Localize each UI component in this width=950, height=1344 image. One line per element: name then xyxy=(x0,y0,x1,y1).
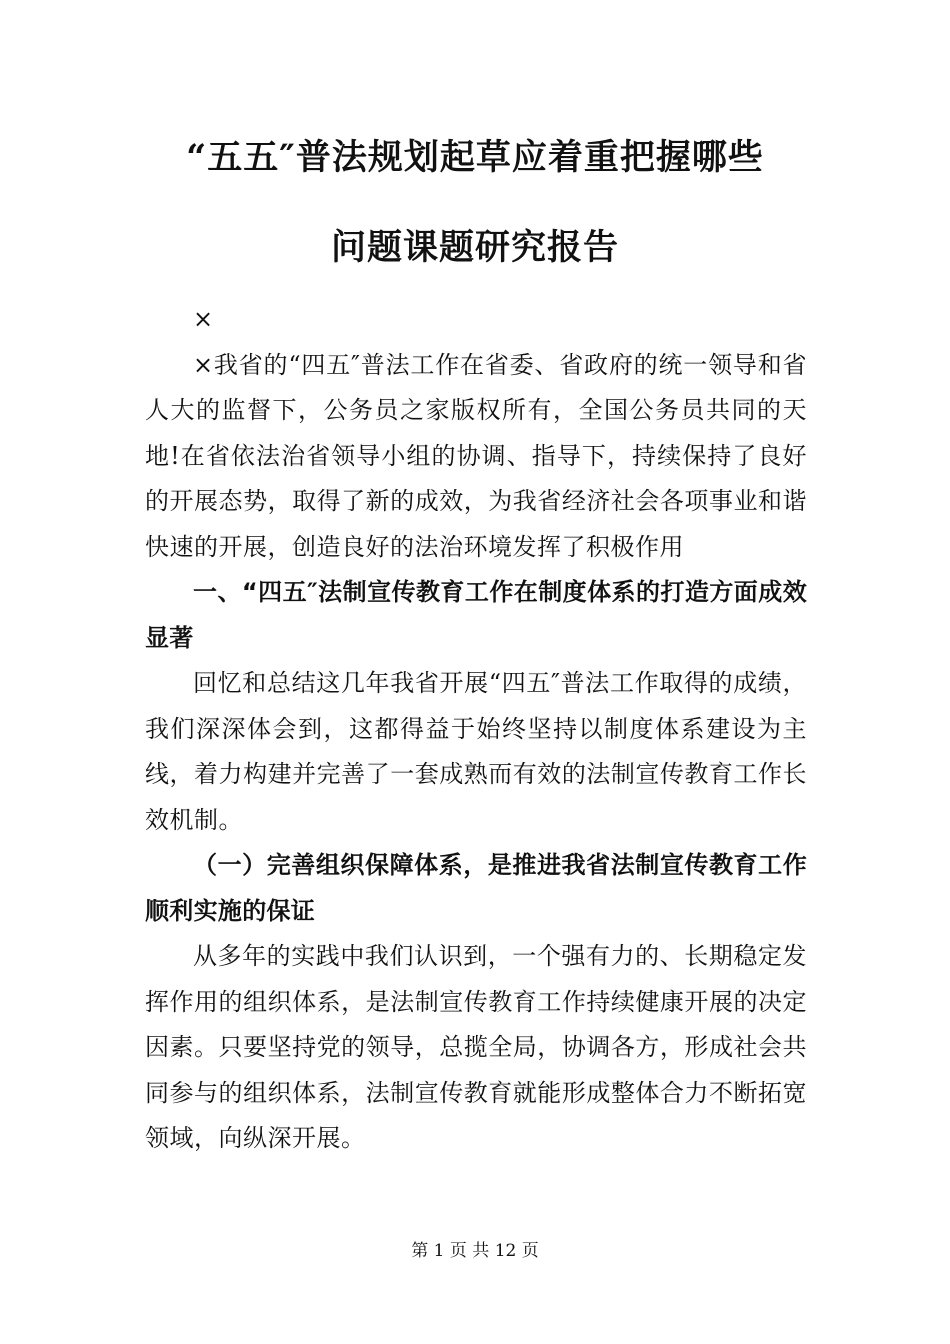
author-line: × xyxy=(193,305,214,333)
section-heading-1: 一、“四五″法制宣传教育工作在制度体系的打造方面成效显著 xyxy=(145,578,807,652)
page-number-footer: 第 1 页 共 12 页 xyxy=(411,1241,539,1261)
document-body xyxy=(145,297,807,1162)
intro-paragraph: ×我省的“四五″普法工作在省委、省政府的统一领导和省人大的监督下，公务员之家版权所有，全国公务员共同的天地!在省依法治省领导小组的协调、指导下，持续保持了良好的开展态势，取得了新的成效，为我省经济社会各项事业和谐快速的开展，创造良好的法治环境发挥了积极作用 xyxy=(145,350,807,561)
subsection-heading-1: （一）完善组织保障体系，是推进我省法制宣传教育工作顺利实施的保证 xyxy=(145,851,807,925)
document-title-line-1: “五五″普法规划起草应着重把握哪些 xyxy=(186,137,764,178)
body-paragraph: 回忆和总结这几年我省开展“四五″普法工作取得的成绩，我们深深体会到，这都得益于始终坚持以制度体系建设为主线，着力构建并完善了一套成熟而有效的法制宣传教育工作长效机制。 xyxy=(145,669,807,834)
body-paragraph: 从多年的实践中我们认识到，一个强有力的、长期稳定发挥作用的组织体系，是法制宣传教育工作持续健康开展的决定因素。只要坚持党的领导，总揽全局，协调各方，形成社会共同参与的组织体系，法制宣传教育就能形成整体合力不断拓宽领域，向纵深开展。 xyxy=(145,942,807,1152)
document-title-line-2: 问题课题研究报告 xyxy=(330,227,619,268)
